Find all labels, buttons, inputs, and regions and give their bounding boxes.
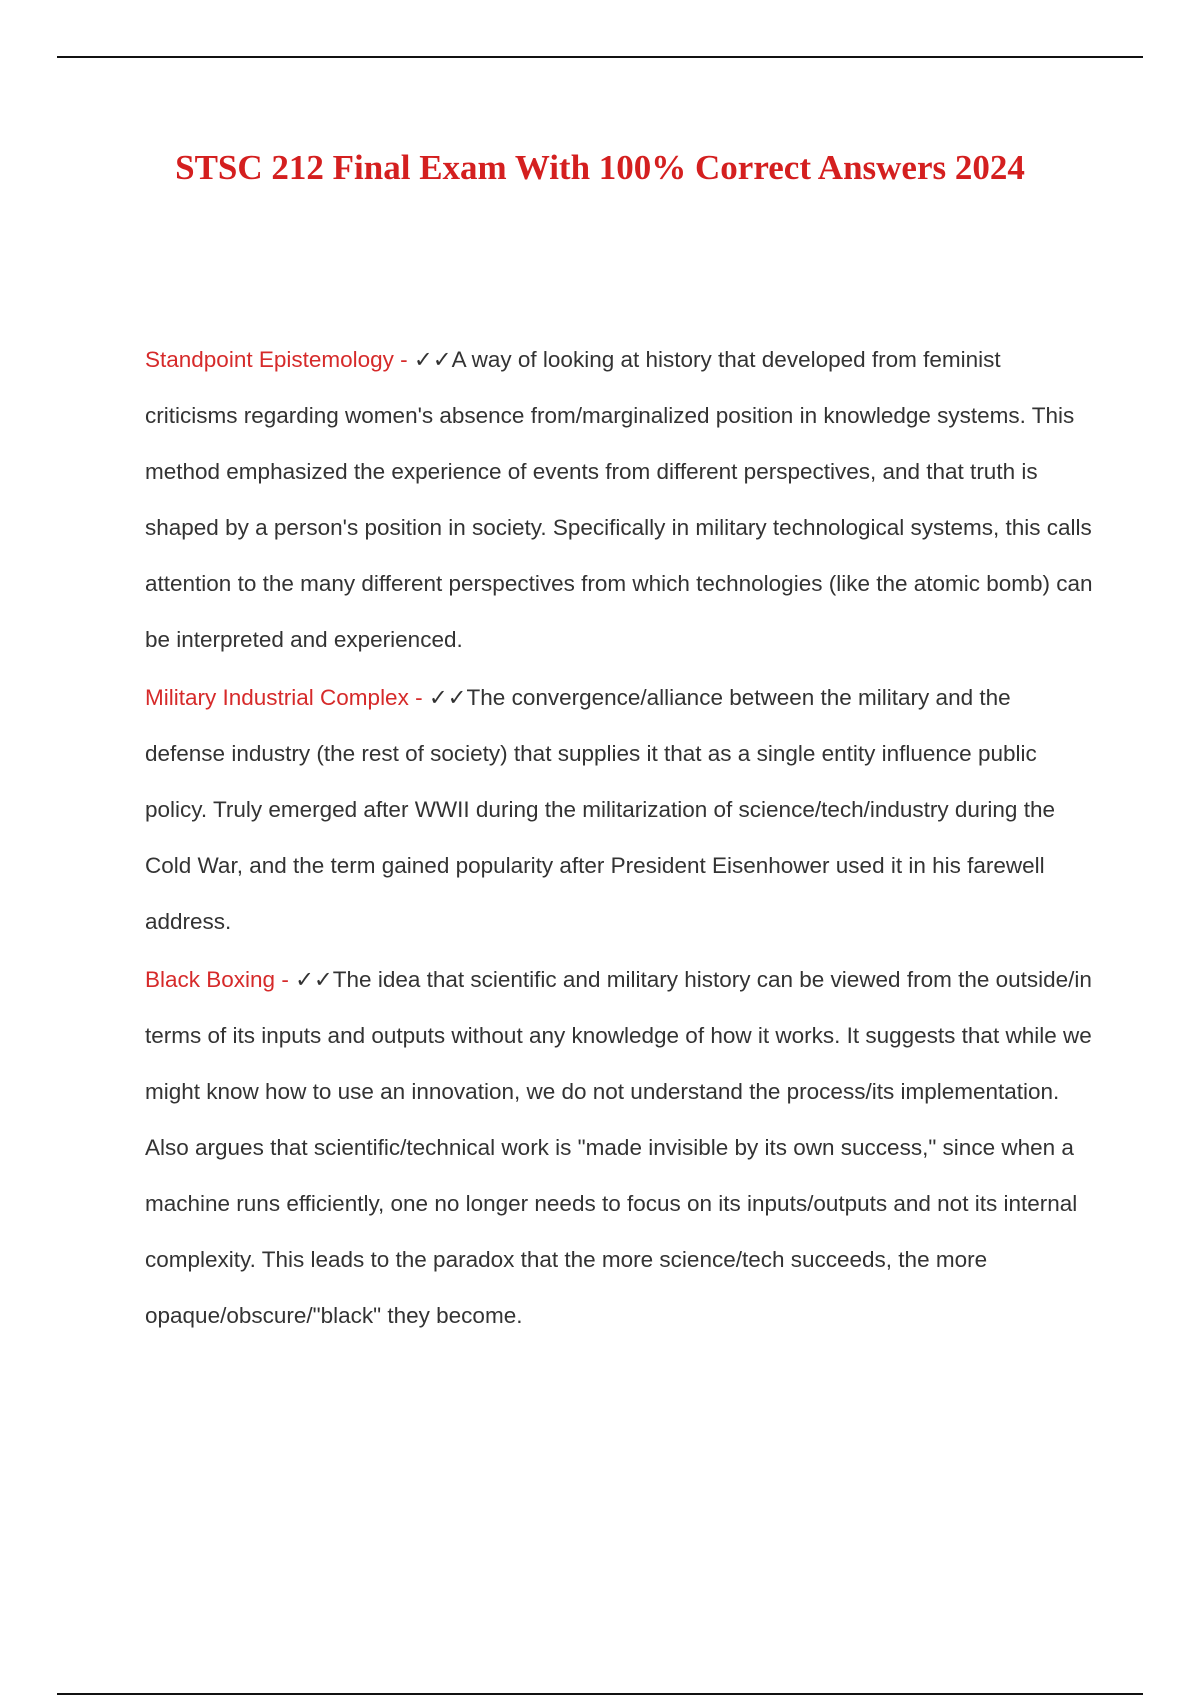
top-divider (57, 56, 1143, 58)
entry-separator: - (275, 967, 296, 992)
entry-term: Black Boxing (145, 967, 276, 992)
document-title: STSC 212 Final Exam With 100% Correct Answers 2024 (175, 148, 1025, 187)
entry-term: Standpoint Epistemology (145, 347, 394, 372)
entry-definition: The convergence/alliance between the military and the defense industry (the rest of society) that supplies it that as a single entity influence public policy. Truly emerged after WWII during the militarization of science/tech/industry during the Cold War, and the term gained popularity after President Eisenhower used it in his farewell address. (145, 685, 1055, 934)
entry-separator: - (408, 685, 429, 710)
entry-standpoint-epistemology (145, 332, 1095, 668)
document-body (145, 332, 1095, 1344)
bottom-divider (57, 1693, 1143, 1695)
check-mark-icon: ✓✓ (428, 685, 467, 710)
entry-definition: The idea that scientific and military history can be viewed from the outside/in terms of its inputs and outputs without any knowledge of how it works. It suggests that while we might know how to use an innovation, we do not understand the process/its implementation. Also argues that scientific/technical work is "made invisible by its own success," since when a machine runs efficiently, one no longer needs to focus on its inputs/outputs and not its internal complexity. This leads to the paradox that the more science/tech succeeds, the more opaque/obscure/"black" they become. (145, 967, 1092, 1328)
entry-definition: A way of looking at history that developed from feminist criticisms regarding women's absence from/marginalized position in knowledge systems. This method emphasized the experience of events from different perspectives, and that truth is shaped by a person's position in society. Specifically in military technological systems, this calls attention to the many different perspectives from which technologies (like the atomic bomb) can be interpreted and experienced. (145, 347, 1093, 652)
entry-military-industrial-complex (145, 670, 1095, 950)
entry-term: Military Industrial Complex (145, 685, 409, 710)
entry-black-boxing (145, 952, 1095, 1344)
entry-separator: - (393, 347, 414, 372)
check-mark-icon: ✓✓ (295, 967, 333, 992)
check-mark-icon: ✓✓ (413, 347, 452, 372)
